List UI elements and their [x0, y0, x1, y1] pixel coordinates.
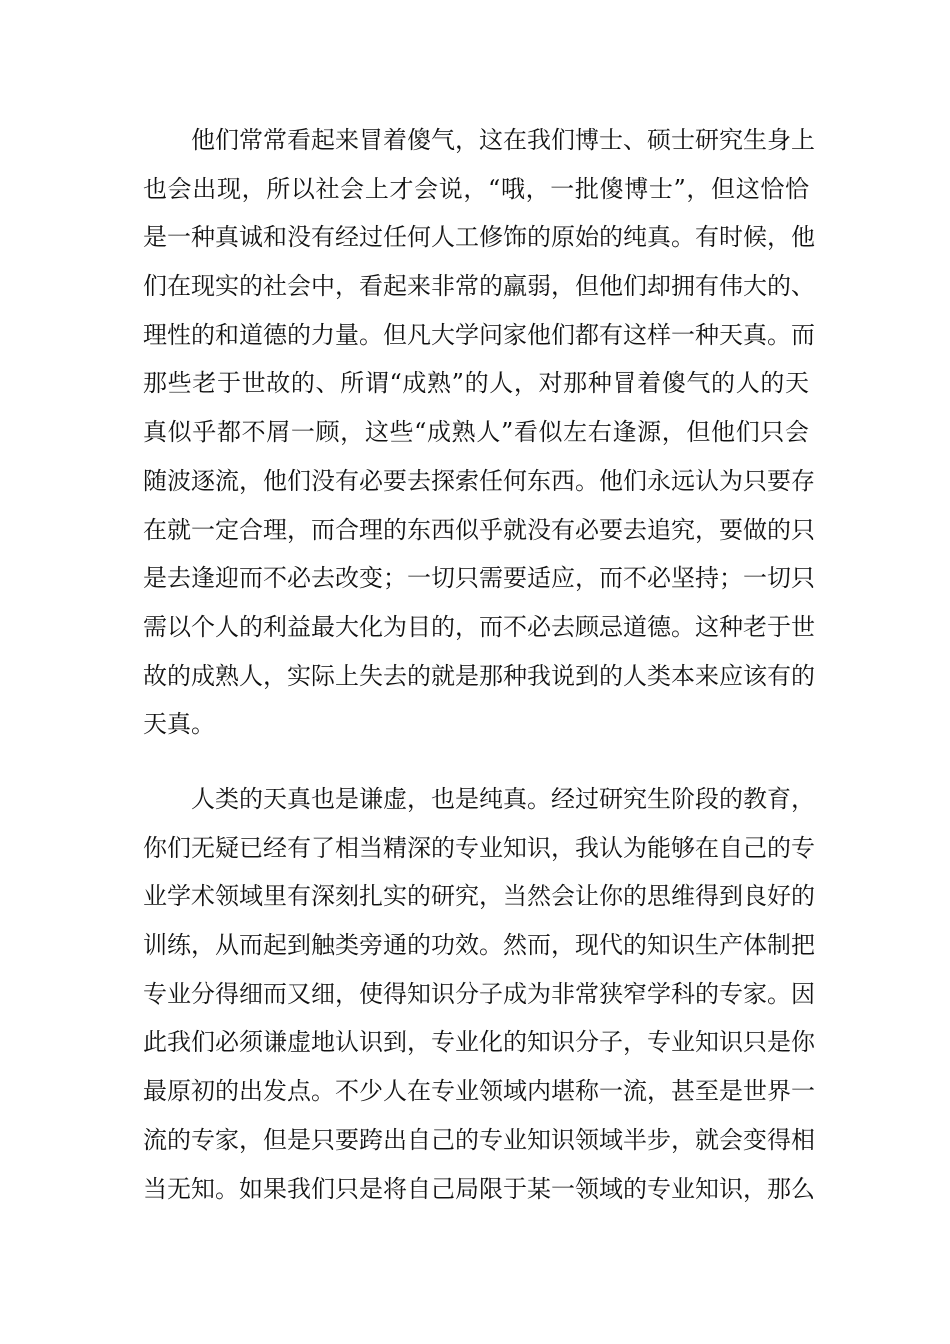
- paragraph-2: [143, 775, 815, 1213]
- text-line: 人类的天真也是谦虚，也是纯真。经过研究生阶段的教育，: [191, 785, 815, 813]
- text-line: 他们常常看起来冒着傻气，这在我们博士、硕士研究生身上: [191, 126, 815, 154]
- text-line: 需以个人的利益最大化为目的，而不必去顾忌道德。这种老于世: [143, 612, 815, 641]
- text-line: 此我们必须谦虚地认识到，专业化的知识分子，专业知识只是你: [143, 1028, 815, 1057]
- paragraph-1: [143, 116, 815, 749]
- text-line: 最原初的出发点。不少人在专业领域内堪称一流，甚至是世界一: [143, 1077, 815, 1106]
- text-line: 训练，从而起到触类旁通的功效。然而，现代的知识生产体制把: [143, 931, 815, 960]
- text-line: 真似乎都不屑一顾，这些“成熟人”看似左右逢源，但他们只会: [143, 418, 809, 447]
- text-line: 当无知。如果我们只是将自己局限于某一领域的专业知识，那么: [143, 1174, 815, 1203]
- text-line: 业学术领域里有深刻扎实的研究，当然会让你的思维得到良好的: [143, 882, 815, 911]
- text-line: 专业分得细而又细，使得知识分子成为非常狭窄学科的专家。因: [143, 979, 815, 1008]
- text-line: 那些老于世故的、所谓“成熟”的人，对那种冒着傻气的人的天: [143, 369, 809, 398]
- text-line: 你们无疑已经有了相当精深的专业知识，我认为能够在自己的专: [143, 833, 815, 862]
- text-line: 随波逐流，他们没有必要去探索任何东西。他们永远认为只要存: [143, 466, 815, 495]
- text-line: 们在现实的社会中，看起来非常的羸弱，但他们却拥有伟大的、: [143, 272, 815, 301]
- text-line: 流的专家，但是只要跨出自己的专业知识领域半步，就会变得相: [143, 1125, 815, 1154]
- text-line: 故的成熟人，实际上失去的就是那种我说到的人类本来应该有的: [143, 661, 815, 690]
- text-line: 是去逢迎而不必去改变；一切只需要适应，而不必坚持；一切只: [143, 564, 815, 593]
- text-line: 是一种真诚和没有经过任何人工修饰的原始的纯真。有时候，他: [143, 223, 815, 252]
- text-line: 天真。: [143, 710, 215, 739]
- text-line: 在就一定合理，而合理的东西似乎就没有必要去追究，要做的只: [143, 515, 815, 544]
- text-line: 理性的和道德的力量。但凡大学问家他们都有这样一种天真。而: [143, 320, 815, 349]
- text-line: 也会出现，所以社会上才会说，“哦，一批傻博士”，但这恰恰: [143, 174, 809, 203]
